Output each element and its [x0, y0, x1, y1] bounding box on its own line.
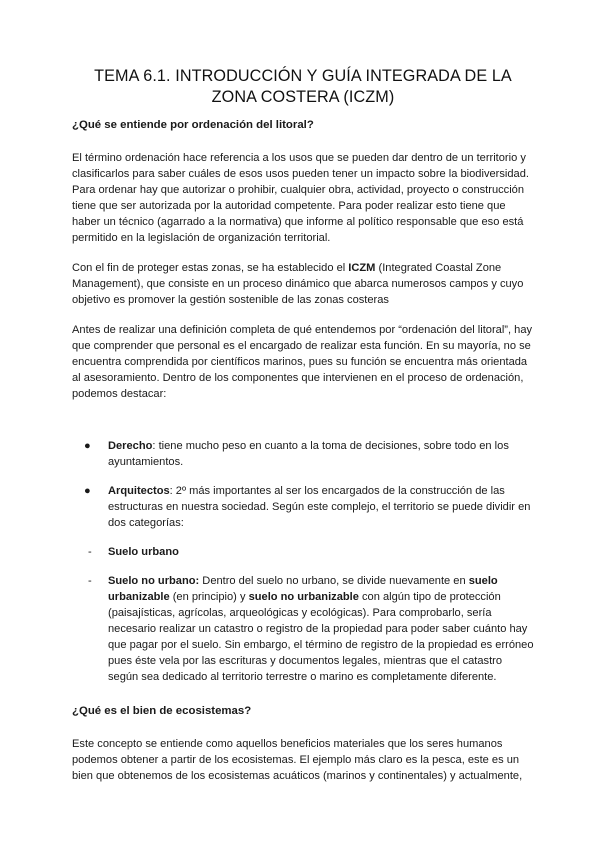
- paragraph-bien-ecosistemas: Este concepto se entiende como aquellos beneficios materiales que los seres humanos podemos obtener a partir de los ecosistemas. El ejemplo más claro es la pesca, este es un bien que obtenemos de los ecosistemas acuáticos (marinos y continentales) y actualmente,: [72, 738, 523, 782]
- list-item-suelo-urbano: [72, 544, 534, 560]
- bullet-icon: ●: [84, 440, 91, 452]
- dash-icon: -: [88, 546, 92, 558]
- list-item-suelo-no-urbano: [72, 573, 534, 685]
- list-item-label: Suelo urbano: [108, 546, 179, 558]
- term-suelo-urbanizable: suelo urbanizable: [108, 575, 498, 603]
- paragraph-iczm-pre: Con el fin de proteger estas zonas, se ha establecido el: [72, 262, 349, 274]
- list-item-text: : tiene mucho peso en cuanto a la toma de decisiones, sobre todo en los ayuntamientos.: [108, 440, 509, 468]
- list-item-label: Suelo no urbano:: [108, 575, 200, 587]
- paragraph-iczm-post: (Integrated Coastal Zone Management), que consiste en un proceso dinámico que abarca numerosos campos y cuyo objetivo es promover la gestión sostenible de las zonas costeras: [72, 262, 524, 306]
- section-question-bien-ecosistemas: ¿Qué es el bien de ecosistemas?: [72, 705, 252, 717]
- page-title: TEMA 6.1. INTRODUCCIÓN Y GUÍA INTEGRADA DE LA ZONA COSTERA (ICZM): [94, 67, 512, 106]
- list-item-text: : 2º más importantes al ser los encargados de la construcción de las estructuras en nuestra sociedad. Según este complejo, el territorio se puede dividir en dos categorías:: [108, 485, 531, 529]
- dash-icon: -: [88, 575, 92, 587]
- iczm-term: ICZM: [348, 262, 376, 274]
- paragraph-components-intro: Antes de realizar una definición completa de qué entendemos por “ordenación del litoral”, hay que comprender que personal es el encargado de realizar esta función. En su mayoría, no se encuentra comprendida por científicos marinos, pues su función se encuentra más orientada al asesoramiento. Dentro de los componentes que intervienen en el proceso de ordenación, podemos destacar:: [72, 324, 533, 400]
- list-item-derecho: [72, 438, 534, 470]
- list-item-label: Derecho: [108, 440, 153, 452]
- list-item-label: Arquitectos: [108, 485, 170, 497]
- paragraph-ordenacion-definition: El término ordenación hace referencia a los usos que se pueden dar dentro de un territorio y clasificarlos para saber cuáles de esos usos pueden tener un impacto sobre la biodiversidad. Para ordenar hay que autorizar o prohibir, cualquier obra, actividad, proyecto o construcción tiene que ser autorizada por la autoridad competente. Para poder realizar esto tiene que haber un técnico (agarrado a la normativa) que informe al político responsable que eso está permitido en la legislación de organización territorial.: [72, 152, 529, 244]
- bullet-icon: ●: [84, 485, 91, 497]
- list-item-text: (en principio) y: [169, 591, 249, 603]
- document-page: [72, 66, 534, 798]
- spacer: [72, 416, 534, 438]
- term-suelo-no-urbanizable: suelo no urbanizable: [248, 591, 359, 603]
- paragraph-iczm: [72, 260, 534, 308]
- list-item-arquitectos: [72, 483, 534, 531]
- list-item-text: Dentro del suelo no urbano, se divide nuevamente en: [199, 575, 469, 587]
- list-item-text: con algún tipo de protección (paisajísticas, agrícolas, arqueológicas y ecológicas). Para comprobarlo, sería necesario realizar un catastro o registro de la propiedad para poder saber cuánto hay que pagar por el suelo. Sin embargo, el término de registro de la propiedad es erróneo pues éste vela por las escrituras y documentos legales, mientras que el catastro según sea dedicado al territorio terrestre o marino es completamente diferente.: [108, 591, 534, 683]
- section-question-ordenacion: ¿Qué se entiende por ordenación del litoral?: [72, 119, 314, 131]
